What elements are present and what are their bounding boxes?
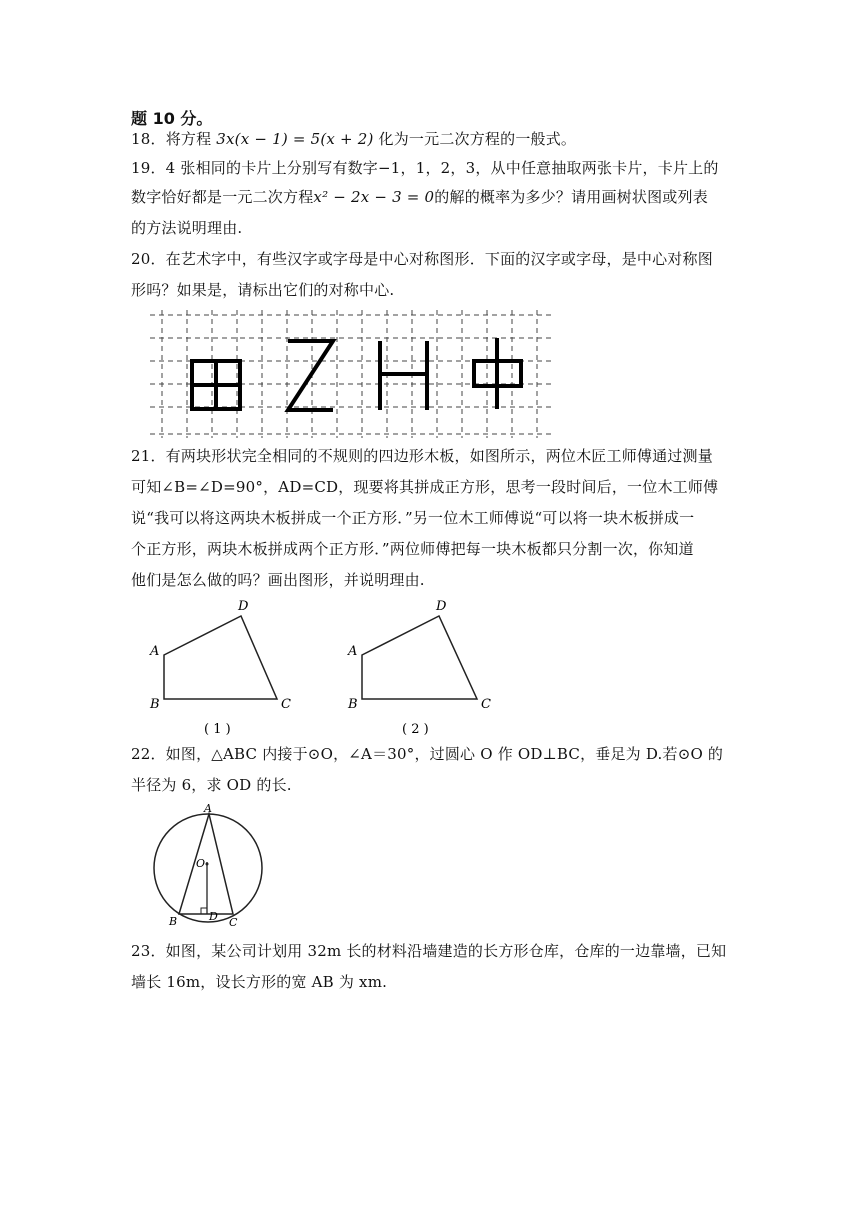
symmetry-grid-figure [150, 310, 555, 438]
glyph-tian [192, 361, 240, 409]
label-b: B [348, 697, 358, 712]
question-21-line-1: 21．有两块形状完全相同的不规则的四边形木板，如图所示，两位木匠工师傅通过测量 [131, 447, 713, 465]
q19-text-b: 的解的概率为多少？请用画树状图或列表 [434, 188, 708, 206]
q18-number: 18． [131, 130, 166, 148]
glyph-h [380, 341, 427, 410]
question-19-line-1: 19．4 张相同的卡片上分别写有数字−1，1，2，3，从中任意抽取两张卡片，卡片上的 [131, 159, 719, 177]
label-d: D [209, 910, 218, 923]
question-23-line-1: 23．如图，某公司计划用 32m 长的材料沿墙建造的长方形仓库，仓库的一边靠墙，已知 [131, 942, 727, 960]
quadrilateral-figure-2 [347, 599, 491, 737]
label-c: C [281, 697, 291, 712]
right-angle-mark [201, 908, 207, 914]
quadrilateral-figure-1 [149, 599, 291, 737]
circumcircle [154, 814, 262, 922]
q18-prefix: 将方程 [165, 130, 212, 148]
label-d: D [436, 599, 447, 614]
question-21-line-4: 个正方形，两块木板拼成两个正方形．”两位师傅把每一块木板都只分割一次，你知道 [131, 540, 694, 558]
label-c: C [229, 916, 238, 929]
q18-equation: 3x(x − 1) = 5(x + 2) [216, 130, 374, 148]
question-21-line-3: 说“我可以将这两块木板拼成一个正方形．”另一位木工师傅说“可以将一块木板拼成一 [131, 509, 695, 527]
question-21-line-5: 他们是怎么做的吗？画出图形，并说明理由. [131, 571, 425, 589]
question-20-line-1: 20．在艺术字中，有些汉字或字母是中心对称图形．下面的汉字或字母，是中心对称图 [131, 250, 713, 268]
quadrilateral-figures [140, 595, 510, 740]
question-23-line-2: 墙长 16m，设长方形的宽 AB 为 xm. [131, 973, 388, 991]
label-a: A [204, 802, 212, 815]
glyph-z [288, 341, 333, 410]
question-20-line-2: 形吗？如果是，请标出它们的对称中心. [131, 281, 395, 299]
caption-1: ( 1 ) [204, 722, 231, 737]
dashed-grid [150, 310, 555, 438]
q19-text-a: 数字恰好都是一元二次方程 [131, 188, 314, 206]
question-21-line-2: 可知∠B=∠D=90°，AD=CD，现要将其拼成正方形，思考一段时间后，一位木工师傅 [131, 478, 719, 496]
question-19-line-2 [131, 187, 731, 207]
label-b: B [169, 915, 178, 928]
circle-triangle-figure [148, 800, 268, 934]
label-a: A [348, 644, 358, 659]
label-b: B [150, 697, 160, 712]
label-o: O [196, 857, 206, 870]
caption-2: ( 2 ) [402, 722, 429, 737]
center-point [206, 863, 209, 866]
question-22-line-2: 半径为 6，求 OD 的长. [131, 776, 292, 794]
question-22-line-1: 22．如图，△ABC 内接于⊙O，∠A＝30°，过圆心 O 作 OD⊥BC，垂足为 D.若⊙O 的 [131, 745, 724, 763]
glyph-zhong [474, 338, 521, 409]
label-c: C [481, 697, 491, 712]
section-heading: 题 10 分。 [131, 109, 213, 128]
q19-equation: x² − 2x − 3 = 0 [313, 188, 435, 206]
question-19-line-3: 的方法说明理由. [131, 219, 243, 237]
label-d: D [238, 599, 249, 614]
q18-suffix: 化为一元二次方程的一般式。 [378, 130, 577, 148]
question-18 [131, 129, 731, 149]
label-a: A [150, 644, 160, 659]
